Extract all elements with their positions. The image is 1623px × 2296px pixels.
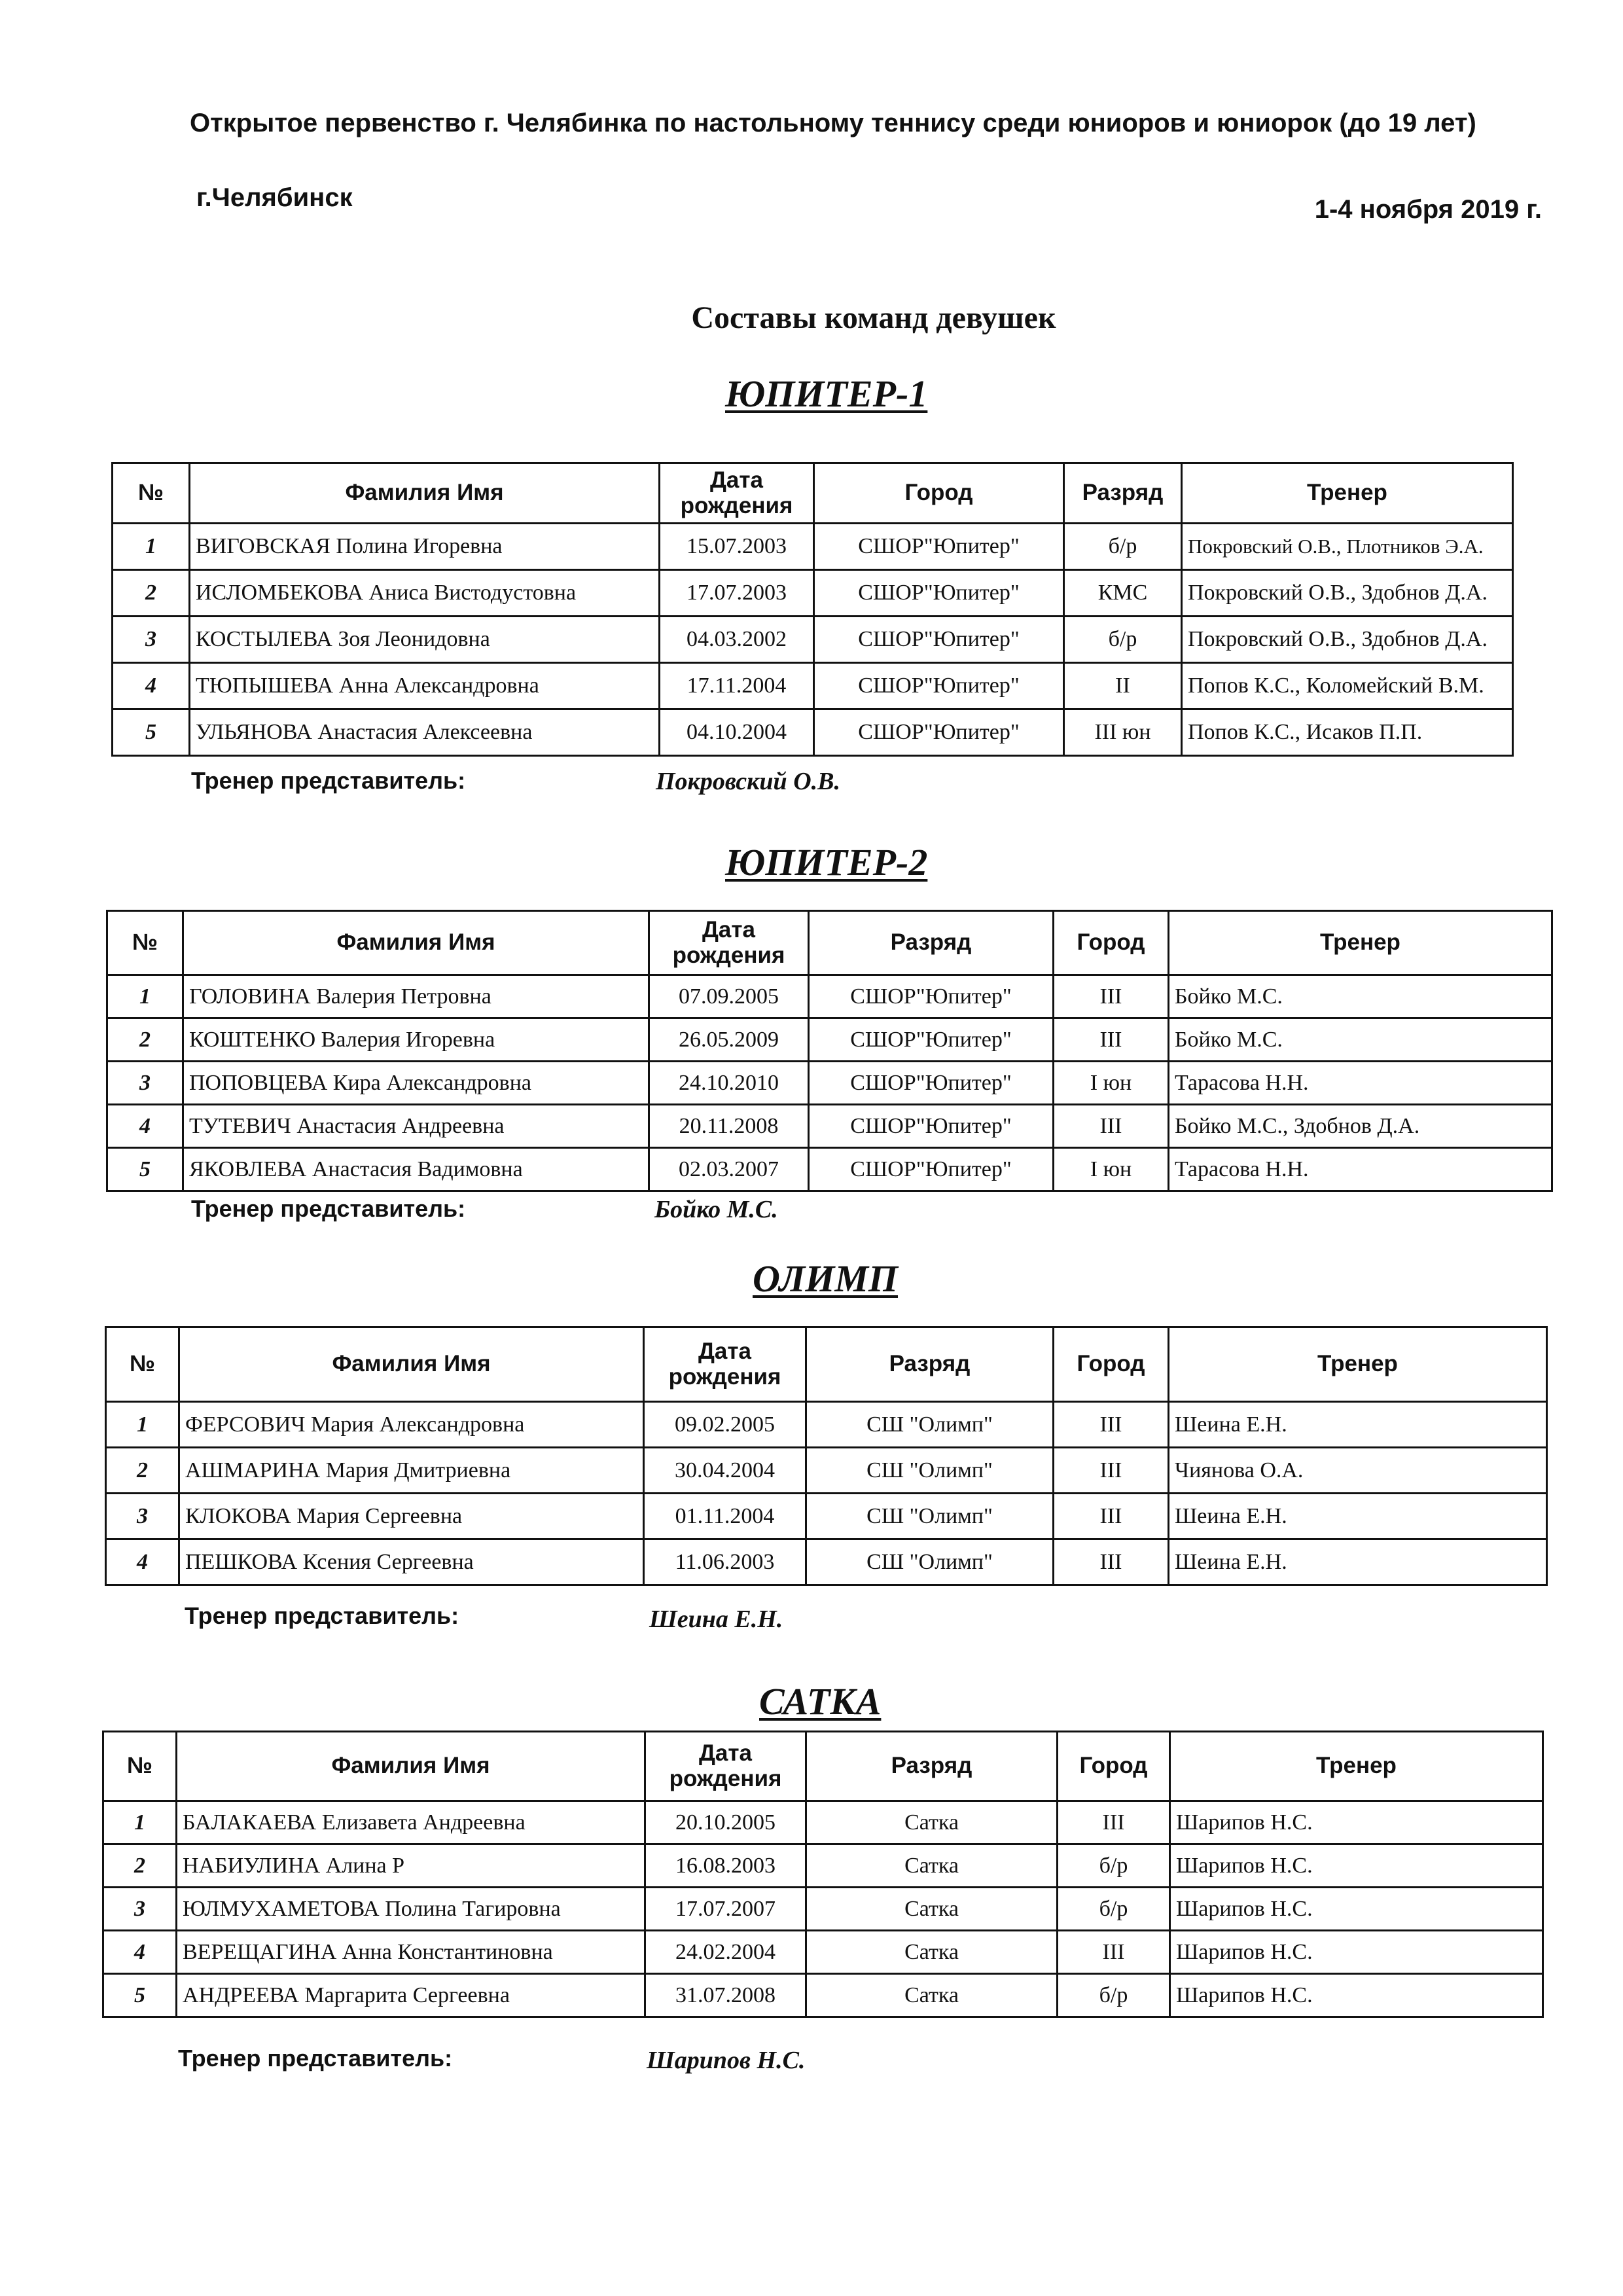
representative-name: Шеина Е.Н. bbox=[649, 1605, 783, 1633]
col-header-coach: Тренер bbox=[1169, 911, 1552, 975]
cell-rank: КМС bbox=[1064, 570, 1182, 617]
cell-club: Сатка bbox=[806, 1801, 1058, 1844]
cell-number: 1 bbox=[113, 524, 190, 570]
cell-coach: Попов К.С., Коломейский В.М. bbox=[1182, 663, 1513, 709]
team-name: ЮПИТЕР-2 bbox=[725, 841, 928, 884]
table-row bbox=[107, 1018, 1552, 1062]
cell-coach: Шарипов Н.С. bbox=[1170, 1888, 1543, 1931]
cell-name: ВИГОВСКАЯ Полина Игоревна bbox=[190, 524, 660, 570]
team-name: ЮПИТЕР-1 bbox=[725, 372, 928, 415]
cell-birthdate: 04.10.2004 bbox=[660, 709, 814, 756]
col-header-name: Фамилия Имя bbox=[179, 1327, 644, 1402]
cell-number: 3 bbox=[103, 1888, 177, 1931]
cell-name: КОШТЕНКО Валерия Игоревна bbox=[183, 1018, 649, 1062]
cell-name: НАБИУЛИНА Алина Р bbox=[177, 1844, 645, 1888]
col-header-name: Фамилия Имя bbox=[183, 911, 649, 975]
table-row bbox=[106, 1494, 1547, 1539]
event-date: 1-4 ноября 2019 г. bbox=[1314, 195, 1542, 224]
col-header-number: № bbox=[103, 1732, 177, 1801]
cell-number: 3 bbox=[107, 1062, 183, 1105]
cell-birthdate: 04.03.2002 bbox=[660, 617, 814, 663]
col-header-number: № bbox=[106, 1327, 179, 1402]
cell-coach: Тарасова Н.Н. bbox=[1169, 1148, 1552, 1191]
cell-name: ТЮПЫШЕВА Анна Александровна bbox=[190, 663, 660, 709]
cell-rank: б/р bbox=[1058, 1888, 1170, 1931]
cell-club: СШОР"Юпитер" bbox=[809, 1062, 1054, 1105]
table-row bbox=[113, 570, 1513, 617]
cell-number: 2 bbox=[103, 1844, 177, 1888]
col-header-number: № bbox=[107, 911, 183, 975]
cell-rank: III юн bbox=[1064, 709, 1182, 756]
cell-name: ЮЛМУХАМЕТОВА Полина Тагировна bbox=[177, 1888, 645, 1931]
representative-name: Шарипов Н.С. bbox=[647, 2047, 806, 2074]
col-header-name: Фамилия Имя bbox=[177, 1732, 645, 1801]
col-header-coach: Тренер bbox=[1170, 1732, 1543, 1801]
team-name: ОЛИМП bbox=[753, 1257, 899, 1300]
table-row bbox=[103, 1931, 1543, 1974]
cell-rank: III bbox=[1054, 1402, 1169, 1448]
cell-number: 3 bbox=[106, 1494, 179, 1539]
col-header-city: Город bbox=[1054, 1327, 1169, 1402]
cell-club: СШОР"Юпитер" bbox=[814, 709, 1064, 756]
team-name: САТКА bbox=[759, 1680, 882, 1723]
team-roster-table bbox=[105, 1326, 1548, 1586]
table-row bbox=[113, 617, 1513, 663]
col-header-birthdate: Дата рождения bbox=[644, 1327, 806, 1402]
team-roster-table bbox=[106, 910, 1553, 1192]
cell-coach: Бойко М.С., Здобнов Д.А. bbox=[1169, 1105, 1552, 1148]
cell-birthdate: 17.07.2007 bbox=[645, 1888, 806, 1931]
cell-number: 4 bbox=[113, 663, 190, 709]
cell-rank: III bbox=[1054, 1539, 1169, 1585]
cell-number: 3 bbox=[113, 617, 190, 663]
cell-number: 5 bbox=[103, 1974, 177, 2017]
cell-rank: б/р bbox=[1064, 617, 1182, 663]
representative-name: Бойко М.С. bbox=[654, 1196, 778, 1223]
cell-club: СШОР"Юпитер" bbox=[809, 1105, 1054, 1148]
cell-coach: Шарипов Н.С. bbox=[1170, 1844, 1543, 1888]
cell-club: Сатка bbox=[806, 1888, 1058, 1931]
cell-number: 5 bbox=[113, 709, 190, 756]
col-header-number: № bbox=[113, 463, 190, 524]
cell-name: ВЕРЕЩАГИНА Анна Константиновна bbox=[177, 1931, 645, 1974]
team-roster-table bbox=[102, 1731, 1544, 2018]
cell-club: Сатка bbox=[806, 1844, 1058, 1888]
cell-coach: Попов К.С., Исаков П.П. bbox=[1182, 709, 1513, 756]
col-header-rank: Разряд bbox=[806, 1327, 1054, 1402]
table-header-row bbox=[106, 1327, 1547, 1402]
cell-number: 1 bbox=[107, 975, 183, 1018]
cell-club: СШ "Олимп" bbox=[806, 1539, 1054, 1585]
cell-coach: Бойко М.С. bbox=[1169, 1018, 1552, 1062]
cell-birthdate: 17.07.2003 bbox=[660, 570, 814, 617]
cell-number: 5 bbox=[107, 1148, 183, 1191]
table-row bbox=[113, 709, 1513, 756]
cell-club: СШОР"Юпитер" bbox=[814, 617, 1064, 663]
cell-birthdate: 30.04.2004 bbox=[644, 1448, 806, 1494]
cell-name: БАЛАКАЕВА Елизавета Андреевна bbox=[177, 1801, 645, 1844]
cell-rank: б/р bbox=[1058, 1974, 1170, 2017]
cell-rank: III bbox=[1054, 1018, 1169, 1062]
table-row bbox=[106, 1402, 1547, 1448]
col-header-rank: Разряд bbox=[809, 911, 1054, 975]
cell-name: ЯКОВЛЕВА Анастасия Вадимовна bbox=[183, 1148, 649, 1191]
col-header-city: Город bbox=[1058, 1732, 1170, 1801]
representative-label: Тренер представитель: bbox=[185, 1602, 459, 1629]
cell-number: 4 bbox=[103, 1931, 177, 1974]
cell-number: 4 bbox=[107, 1105, 183, 1148]
table-row bbox=[107, 1148, 1552, 1191]
representative-label: Тренер представитель: bbox=[191, 1195, 466, 1222]
cell-birthdate: 16.08.2003 bbox=[645, 1844, 806, 1888]
cell-rank: III bbox=[1054, 1105, 1169, 1148]
cell-club: СШОР"Юпитер" bbox=[814, 524, 1064, 570]
table-row bbox=[103, 1974, 1543, 2017]
cell-coach: Покровский О.В., Плотников Э.А. bbox=[1182, 524, 1513, 570]
col-header-coach: Тренер bbox=[1182, 463, 1513, 524]
table-header-row bbox=[113, 463, 1513, 524]
cell-rank: III bbox=[1054, 1448, 1169, 1494]
col-header-birthdate: Дата рождения bbox=[660, 463, 814, 524]
cell-club: СШОР"Юпитер" bbox=[809, 975, 1054, 1018]
team-roster-table bbox=[111, 462, 1514, 757]
cell-rank: II bbox=[1064, 663, 1182, 709]
cell-coach: Шеина Е.Н. bbox=[1169, 1539, 1547, 1585]
cell-number: 1 bbox=[103, 1801, 177, 1844]
table-row bbox=[107, 1105, 1552, 1148]
col-header-rank: Разряд bbox=[806, 1732, 1058, 1801]
cell-birthdate: 24.10.2010 bbox=[649, 1062, 809, 1105]
cell-name: УЛЬЯНОВА Анастасия Алексеевна bbox=[190, 709, 660, 756]
cell-birthdate: 07.09.2005 bbox=[649, 975, 809, 1018]
table-row bbox=[106, 1448, 1547, 1494]
cell-birthdate: 20.10.2005 bbox=[645, 1801, 806, 1844]
cell-coach: Бойко М.С. bbox=[1169, 975, 1552, 1018]
cell-coach: Покровский О.В., Здобнов Д.А. bbox=[1182, 617, 1513, 663]
cell-coach: Шеина Е.Н. bbox=[1169, 1402, 1547, 1448]
cell-birthdate: 31.07.2008 bbox=[645, 1974, 806, 2017]
cell-club: СШ "Олимп" bbox=[806, 1448, 1054, 1494]
table-header-row bbox=[103, 1732, 1543, 1801]
table-row bbox=[103, 1801, 1543, 1844]
cell-coach: Шеина Е.Н. bbox=[1169, 1494, 1547, 1539]
cell-coach: Шарипов Н.С. bbox=[1170, 1801, 1543, 1844]
col-header-city: Город bbox=[814, 463, 1064, 524]
cell-rank: III bbox=[1054, 1494, 1169, 1539]
cell-name: КОСТЫЛЕВА Зоя Леонидовна bbox=[190, 617, 660, 663]
col-header-rank: Разряд bbox=[1064, 463, 1182, 524]
cell-name: ТУТЕВИЧ Анастасия Андреевна bbox=[183, 1105, 649, 1148]
cell-birthdate: 24.02.2004 bbox=[645, 1931, 806, 1974]
cell-birthdate: 09.02.2005 bbox=[644, 1402, 806, 1448]
col-header-birthdate: Дата рождения bbox=[649, 911, 809, 975]
event-title: Открытое первенство г. Челябинка по настольному теннису среди юниоров и юниорок (до 19 лет) bbox=[190, 109, 1476, 137]
table-row bbox=[113, 524, 1513, 570]
cell-club: СШОР"Юпитер" bbox=[814, 663, 1064, 709]
cell-number: 2 bbox=[106, 1448, 179, 1494]
cell-rank: I юн bbox=[1054, 1148, 1169, 1191]
cell-name: АНДРЕЕВА Маргарита Сергеевна bbox=[177, 1974, 645, 2017]
cell-name: ИСЛОМБЕКОВА Аниса Вистодустовна bbox=[190, 570, 660, 617]
cell-birthdate: 01.11.2004 bbox=[644, 1494, 806, 1539]
cell-birthdate: 20.11.2008 bbox=[649, 1105, 809, 1148]
cell-name: ФЕРСОВИЧ Мария Александровна bbox=[179, 1402, 644, 1448]
table-row bbox=[107, 975, 1552, 1018]
cell-number: 2 bbox=[107, 1018, 183, 1062]
cell-rank: I юн bbox=[1054, 1062, 1169, 1105]
cell-birthdate: 15.07.2003 bbox=[660, 524, 814, 570]
col-header-birthdate: Дата рождения bbox=[645, 1732, 806, 1801]
cell-club: СШОР"Юпитер" bbox=[809, 1148, 1054, 1191]
cell-number: 1 bbox=[106, 1402, 179, 1448]
cell-birthdate: 11.06.2003 bbox=[644, 1539, 806, 1585]
cell-name: ПОПОВЦЕВА Кира Александровна bbox=[183, 1062, 649, 1105]
cell-club: Сатка bbox=[806, 1974, 1058, 2017]
cell-rank: б/р bbox=[1058, 1844, 1170, 1888]
cell-birthdate: 26.05.2009 bbox=[649, 1018, 809, 1062]
cell-coach: Чиянова О.А. bbox=[1169, 1448, 1547, 1494]
document-title: Составы команд девушек bbox=[691, 300, 1056, 335]
col-header-coach: Тренер bbox=[1169, 1327, 1547, 1402]
cell-coach: Шарипов Н.С. bbox=[1170, 1974, 1543, 2017]
cell-name: АШМАРИНА Мария Дмитриевна bbox=[179, 1448, 644, 1494]
cell-club: СШ "Олимп" bbox=[806, 1402, 1054, 1448]
cell-rank: III bbox=[1058, 1801, 1170, 1844]
representative-name: Покровский О.В. bbox=[656, 768, 840, 795]
cell-name: КЛОКОВА Мария Сергеевна bbox=[179, 1494, 644, 1539]
table-row bbox=[107, 1062, 1552, 1105]
cell-coach: Тарасова Н.Н. bbox=[1169, 1062, 1552, 1105]
cell-club: СШОР"Юпитер" bbox=[814, 570, 1064, 617]
cell-number: 2 bbox=[113, 570, 190, 617]
cell-birthdate: 17.11.2004 bbox=[660, 663, 814, 709]
table-row bbox=[106, 1539, 1547, 1585]
representative-label: Тренер представитель: bbox=[191, 767, 466, 794]
cell-number: 4 bbox=[106, 1539, 179, 1585]
table-row bbox=[113, 663, 1513, 709]
cell-name: ГОЛОВИНА Валерия Петровна bbox=[183, 975, 649, 1018]
cell-club: Сатка bbox=[806, 1931, 1058, 1974]
cell-club: СШ "Олимп" bbox=[806, 1494, 1054, 1539]
cell-rank: б/р bbox=[1064, 524, 1182, 570]
cell-birthdate: 02.03.2007 bbox=[649, 1148, 809, 1191]
cell-coach: Шарипов Н.С. bbox=[1170, 1931, 1543, 1974]
cell-rank: III bbox=[1054, 975, 1169, 1018]
representative-label: Тренер представитель: bbox=[178, 2045, 453, 2072]
cell-coach: Покровский О.В., Здобнов Д.А. bbox=[1182, 570, 1513, 617]
event-city: г.Челябинск bbox=[196, 183, 353, 212]
table-row bbox=[103, 1888, 1543, 1931]
cell-rank: III bbox=[1058, 1931, 1170, 1974]
col-header-name: Фамилия Имя bbox=[190, 463, 660, 524]
cell-name: ПЕШКОВА Ксения Сергеевна bbox=[179, 1539, 644, 1585]
table-row bbox=[103, 1844, 1543, 1888]
col-header-city: Город bbox=[1054, 911, 1169, 975]
table-header-row bbox=[107, 911, 1552, 975]
cell-club: СШОР"Юпитер" bbox=[809, 1018, 1054, 1062]
